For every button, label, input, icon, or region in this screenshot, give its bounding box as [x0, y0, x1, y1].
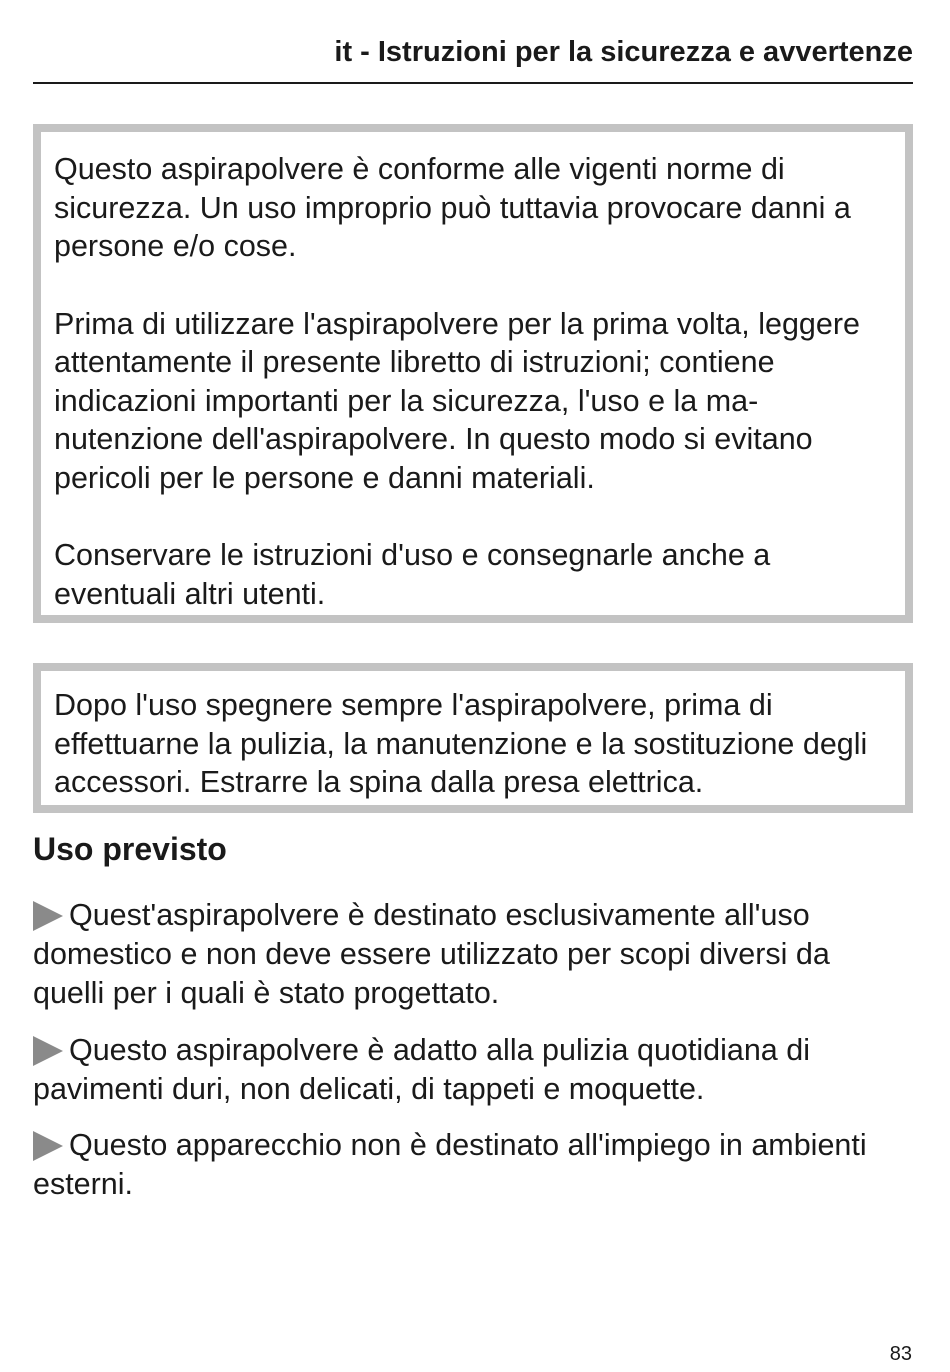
page-header — [33, 34, 913, 84]
notice-paragraph: Questo aspirapolvere è conforme alle vigenti norme di sicurezza. Un uso improprio può tuttavia provocare danni a persone e/o cose. — [54, 152, 851, 263]
notice-paragraph: Dopo l'uso spegnere sempre l'aspirapolvere, prima di effettuarne la pulizia, la manutenzione e la sostituzione degli accessori. Estrarre la spina dalla presa elettrica. — [54, 688, 868, 799]
bullet-item — [33, 1126, 903, 1204]
bullet-text: Questo apparecchio non è destinato all'impiego in ambienti esterni. — [33, 1128, 867, 1201]
unplug-notice-box — [33, 663, 913, 813]
header-title: it - Istruzioni per la sicurezza e avvertenze — [334, 36, 913, 68]
bullet-text: Quest'aspirapolvere è destinato esclusivamente all'uso domestico e non deve essere utilizzato per scopi diversi da quelli per i quali è stato progettato. — [33, 898, 830, 1010]
section-title: Uso previsto — [33, 831, 227, 867]
bullet-arrow-icon — [33, 901, 63, 931]
page-number: 83 — [889, 1343, 912, 1365]
safety-notice-box — [33, 124, 913, 623]
bullet-text: Questo aspirapolvere è adatto alla pulizia quotidiana di pavimenti duri, non delicati, di tappeti e moquette. — [33, 1033, 810, 1106]
bullet-arrow-icon — [33, 1131, 63, 1161]
notice-paragraph: Conservare le istruzioni d'uso e consegnarle anche a eventuali altri utenti. — [54, 538, 771, 611]
bullet-item — [33, 1031, 903, 1109]
bullet-item — [33, 896, 903, 1013]
bullet-arrow-icon — [33, 1036, 63, 1066]
notice-paragraph: Prima di utilizzare l'aspirapolvere per la prima volta, leggere attentamente il presente libretto di istruzioni; contiene indicazioni importanti per la sicurezza, l'uso e la manutenzione dell'aspirapolvere. In questo modo si evitano pericoli per le persone e danni materiali. — [54, 306, 860, 495]
